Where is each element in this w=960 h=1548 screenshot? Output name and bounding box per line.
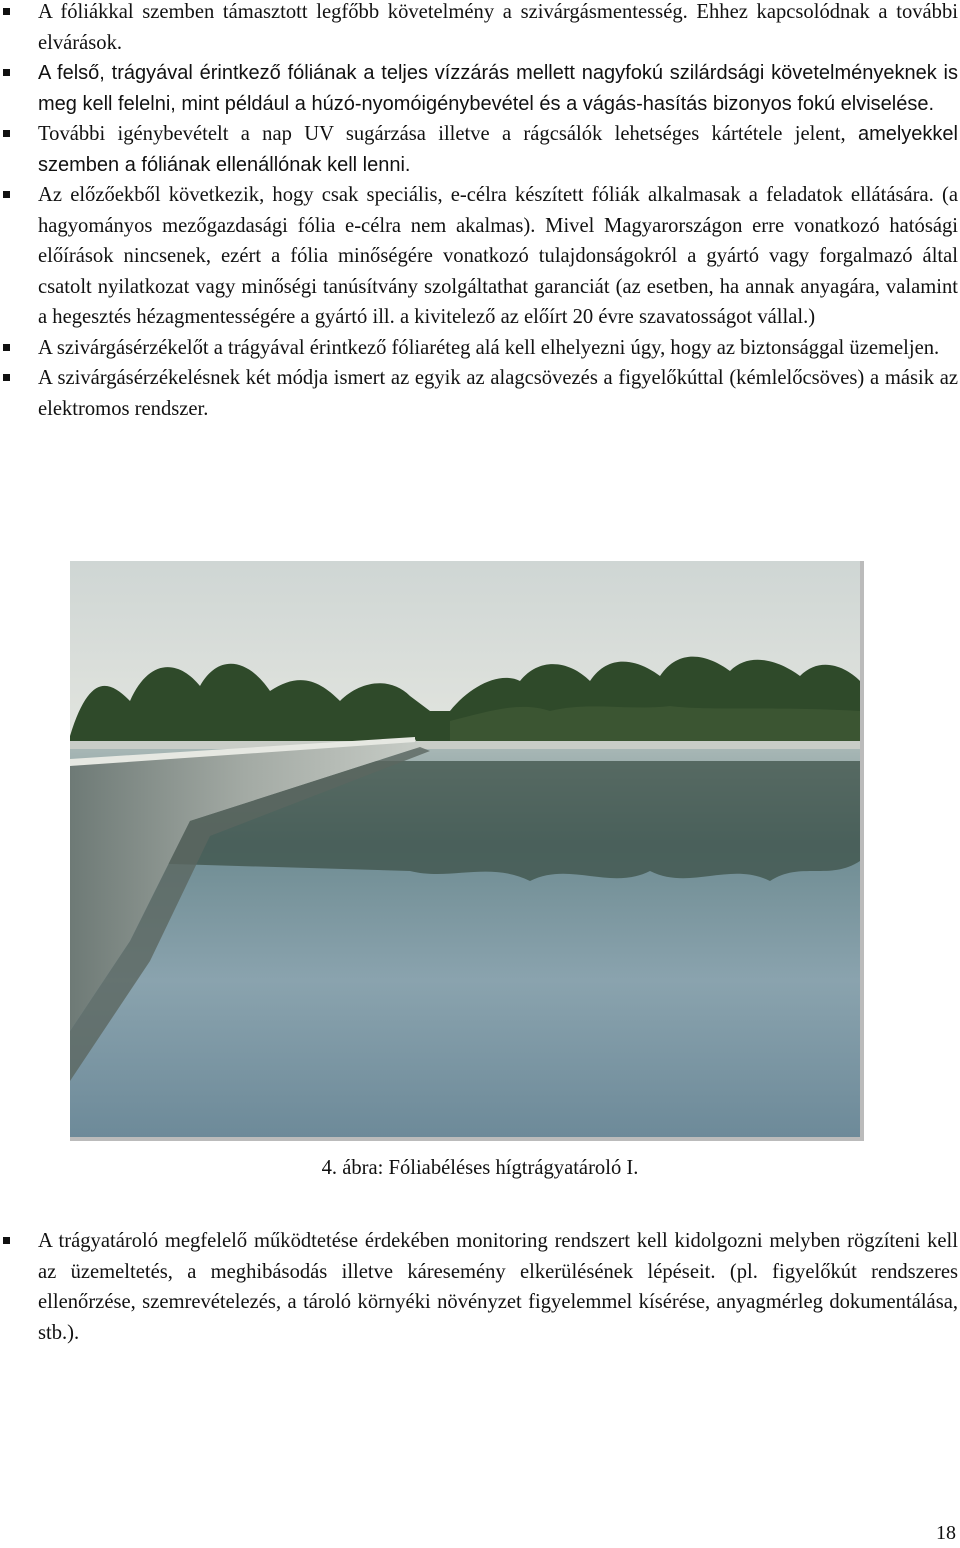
list-item-text: A felső, trágyával érintkező fóliának a teljes vízzárás mellett nagyfokú szilárdsági követelményeknek is meg kell felelni, mint például a húzó-nyomóigénybevétel és a vágás-hasítás bizonyos fokú elviselése.	[38, 62, 958, 115]
list-item	[0, 333, 958, 364]
square-bullet-icon	[3, 344, 10, 351]
list-item	[0, 363, 958, 424]
list-item-text: A trágyatároló megfelelő működtetése érdekében monitoring rendszert kell kidolgozni melyben rögzíteni kell az üzemeltetés, a meghibásodás illetve káresemény elkerülésének lépéseit. (pl. figyelőkút rendszeres ellenőrzése, szemrevételezés, a tároló környéki növényzet figyelemmel kísérése, anyagmérleg dokumentálása, stb.).	[38, 1230, 958, 1344]
list-item-text: A szivárgásérzékelésnek két módja ismert az egyik az alagcsövezés a figyelőkúttal (kémlelőcsöves) a másik az elektromos rendszer.	[38, 367, 958, 420]
square-bullet-icon	[3, 130, 10, 137]
square-bullet-icon	[3, 69, 10, 76]
square-bullet-icon	[3, 374, 10, 381]
list-item-text: További igénybevételt a nap UV sugárzása illetve a rágcsálók lehetséges kártétele jelent,	[38, 123, 846, 145]
distant-shrubs	[450, 706, 860, 746]
monitoring-list	[0, 1226, 958, 1348]
list-item-text: A szivárgásérzékelőt a trágyával érintkező fóliaréteg alá kell elhelyezni úgy, hogy az biztonsággal üzemeljen.	[38, 336, 940, 359]
list-item	[0, 1226, 958, 1348]
list-item-text: A fóliákkal szemben támasztott legfőbb követelmény a szivárgásmentesség. Ehhez kapcsolódnak a további elvárások.	[38, 1, 958, 54]
list-item	[0, 119, 958, 180]
requirements-list	[0, 0, 958, 424]
figure-caption: 4. ábra: Fóliabéléses hígtrágyatároló I.	[321, 1157, 639, 1179]
square-bullet-icon	[3, 191, 10, 198]
lagoon-photo	[70, 561, 864, 1141]
list-item	[0, 180, 958, 333]
square-bullet-icon	[3, 8, 10, 15]
page-number: 18	[936, 1522, 956, 1544]
list-item	[0, 0, 958, 58]
list-item-text-continued: amelyekkel szemben a fóliának ellenállónak kell lenni.	[38, 123, 958, 176]
lagoon-photo-illustration	[70, 561, 860, 1137]
square-bullet-icon	[3, 1237, 10, 1244]
list-item-text: Az előzőekből következik, hogy csak speciális, e-célra készített fóliák alkalmasak a feladatok ellátására. (a hagyományos mezőgazdasági fólia e-célra nem akalmas). Mivel Magyarországon erre vonatkozó hatósági előírások nincsenek, ezért a fólia minőségére vonatkozó tulajdonságokról a gyártó vagy forgalmazó által csatolt nyilatkozat vagy minőségi tanúsítvány szolgáltathat garanciát (az esetben, ha annak anyagára, valamint a hegesztés hézagmentességére a gyártó ill. a kivitelező az előírt 20 évre szavatosságot vállal.)	[38, 184, 958, 328]
far-bank	[70, 741, 860, 749]
list-item	[0, 58, 958, 119]
